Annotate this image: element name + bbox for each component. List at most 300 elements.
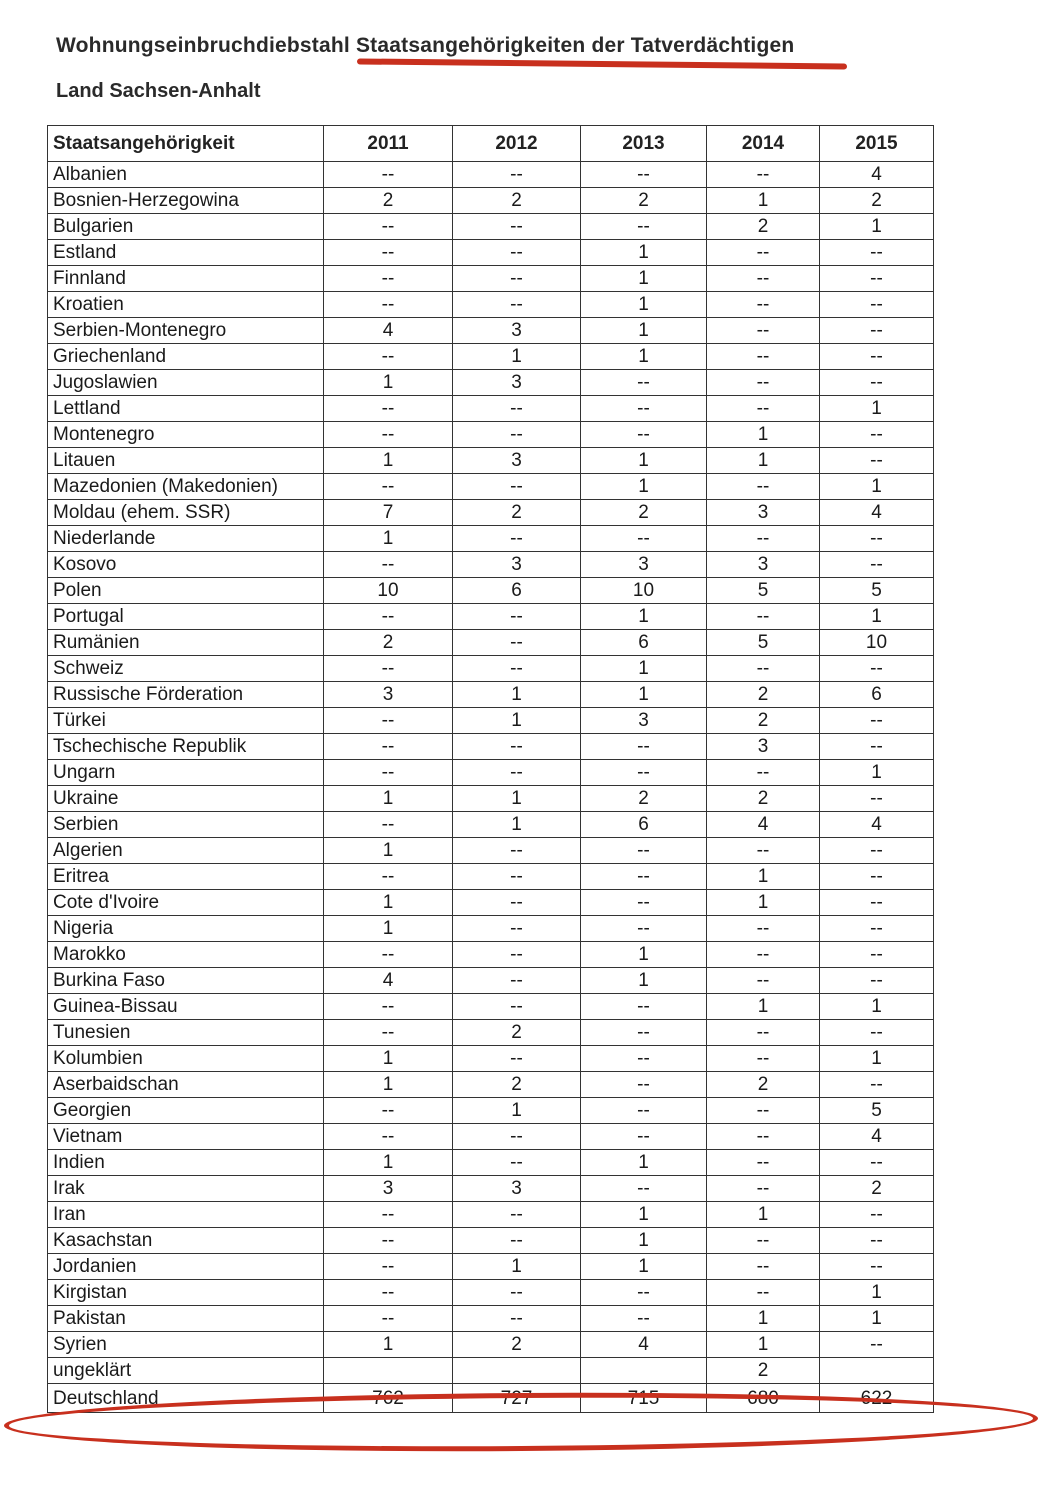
count-cell: 2 (707, 786, 820, 812)
table-row (48, 1150, 934, 1176)
nationality-cell: Jugoslawien (48, 370, 324, 396)
count-cell: -- (820, 968, 934, 994)
count-cell: -- (581, 370, 707, 396)
table-row (48, 708, 934, 734)
nationality-cell: Kasachstan (48, 1228, 324, 1254)
count-cell: -- (820, 422, 934, 448)
nationality-table (47, 125, 934, 1413)
nationality-cell: Algerien (48, 838, 324, 864)
count-cell: 1 (324, 786, 453, 812)
count-cell: 1 (820, 1046, 934, 1072)
count-cell: 1 (820, 604, 934, 630)
count-cell: -- (707, 318, 820, 344)
table-row (48, 604, 934, 630)
nationality-cell: Pakistan (48, 1306, 324, 1332)
count-cell: -- (324, 396, 453, 422)
count-cell: -- (707, 760, 820, 786)
count-cell: 1 (453, 344, 581, 370)
nationality-cell: Iran (48, 1202, 324, 1228)
count-cell: -- (453, 292, 581, 318)
count-cell: -- (324, 266, 453, 292)
count-cell: -- (581, 890, 707, 916)
count-cell: -- (453, 526, 581, 552)
count-cell: -- (707, 474, 820, 500)
count-cell: 1 (453, 786, 581, 812)
count-cell: -- (453, 266, 581, 292)
count-cell: -- (453, 864, 581, 890)
count-cell: 1 (324, 838, 453, 864)
table-row (48, 1306, 934, 1332)
count-cell: -- (581, 1124, 707, 1150)
count-cell: 1 (581, 682, 707, 708)
count-cell: -- (324, 656, 453, 682)
count-cell: 727 (453, 1384, 581, 1413)
nationality-cell: Indien (48, 1150, 324, 1176)
table-row (48, 890, 934, 916)
count-cell: -- (324, 1124, 453, 1150)
column-header: 2014 (707, 126, 820, 162)
count-cell: -- (453, 162, 581, 188)
count-cell: -- (707, 1280, 820, 1306)
count-cell: -- (581, 1072, 707, 1098)
count-cell: 5 (707, 630, 820, 656)
table-row (48, 994, 934, 1020)
table-row (48, 1098, 934, 1124)
count-cell: 2 (707, 1358, 820, 1384)
count-cell: -- (820, 318, 934, 344)
nationality-cell: Cote d'Ivoire (48, 890, 324, 916)
count-cell: -- (453, 214, 581, 240)
nationality-cell: Ukraine (48, 786, 324, 812)
count-cell: 1 (581, 1202, 707, 1228)
nationality-cell: Marokko (48, 942, 324, 968)
count-cell: 2 (581, 786, 707, 812)
count-cell: -- (453, 916, 581, 942)
count-cell: -- (707, 942, 820, 968)
count-cell: -- (581, 994, 707, 1020)
count-cell: -- (324, 162, 453, 188)
table-row (48, 786, 934, 812)
count-cell: -- (453, 1046, 581, 1072)
table-row (48, 1020, 934, 1046)
count-cell: -- (820, 344, 934, 370)
count-cell: -- (707, 1046, 820, 1072)
count-cell: -- (820, 1332, 934, 1358)
count-cell: -- (707, 1254, 820, 1280)
count-cell: 1 (581, 1228, 707, 1254)
count-cell: -- (324, 1280, 453, 1306)
count-cell: -- (324, 1098, 453, 1124)
count-cell: -- (707, 656, 820, 682)
nationality-cell: Jordanien (48, 1254, 324, 1280)
count-cell: -- (453, 240, 581, 266)
count-cell: -- (820, 526, 934, 552)
count-cell: 622 (820, 1384, 934, 1413)
count-cell: -- (707, 968, 820, 994)
count-cell: 1 (581, 318, 707, 344)
count-cell: -- (453, 994, 581, 1020)
nationality-cell: Guinea-Bissau (48, 994, 324, 1020)
count-cell: 3 (581, 552, 707, 578)
count-cell: -- (324, 422, 453, 448)
count-cell: 6 (581, 812, 707, 838)
count-cell: -- (707, 396, 820, 422)
count-cell: 1 (707, 422, 820, 448)
count-cell: -- (707, 916, 820, 942)
count-cell: -- (324, 214, 453, 240)
count-cell: 6 (453, 578, 581, 604)
count-cell: -- (324, 994, 453, 1020)
count-cell: -- (820, 266, 934, 292)
table-row (48, 552, 934, 578)
count-cell: -- (324, 708, 453, 734)
document-title: Wohnungseinbruchdiebstahl Staatsangehörigkeiten der Tatverdächtigen (56, 34, 795, 57)
count-cell: 1 (581, 604, 707, 630)
nationality-cell: Schweiz (48, 656, 324, 682)
table-row (48, 188, 934, 214)
count-cell: -- (324, 1306, 453, 1332)
count-cell: 2 (581, 188, 707, 214)
nationality-cell: Tschechische Republik (48, 734, 324, 760)
red-underline-annotation (357, 58, 847, 69)
count-cell: 3 (453, 370, 581, 396)
count-cell: 1 (707, 1306, 820, 1332)
count-cell: -- (820, 1202, 934, 1228)
nationality-cell: Kroatien (48, 292, 324, 318)
count-cell: 6 (581, 630, 707, 656)
count-cell: 1 (707, 1332, 820, 1358)
count-cell: -- (581, 838, 707, 864)
count-cell (324, 1358, 453, 1384)
count-cell: 1 (581, 240, 707, 266)
count-cell: -- (707, 344, 820, 370)
nationality-cell: Serbien-Montenegro (48, 318, 324, 344)
count-cell: -- (581, 1306, 707, 1332)
count-cell: 2 (453, 500, 581, 526)
count-cell: 3 (453, 448, 581, 474)
count-cell: 2 (820, 188, 934, 214)
count-cell: 1 (324, 370, 453, 396)
table-row (48, 838, 934, 864)
count-cell: 2 (324, 188, 453, 214)
count-cell: -- (581, 864, 707, 890)
table-row (48, 1046, 934, 1072)
count-cell: 1 (707, 890, 820, 916)
count-cell: 1 (453, 1098, 581, 1124)
count-cell: 715 (581, 1384, 707, 1413)
count-cell: 1 (820, 474, 934, 500)
nationality-cell: Portugal (48, 604, 324, 630)
nationality-cell: Kosovo (48, 552, 324, 578)
count-cell: 1 (820, 994, 934, 1020)
count-cell: -- (820, 838, 934, 864)
table-row (48, 916, 934, 942)
count-cell: 4 (324, 968, 453, 994)
count-cell: -- (453, 942, 581, 968)
count-cell: 10 (820, 630, 934, 656)
count-cell: 1 (707, 448, 820, 474)
count-cell: -- (453, 604, 581, 630)
count-cell: 3 (453, 552, 581, 578)
count-cell: -- (453, 396, 581, 422)
count-cell: 1 (324, 1150, 453, 1176)
table-row (48, 1254, 934, 1280)
table-row (48, 370, 934, 396)
count-cell: 4 (581, 1332, 707, 1358)
count-cell: -- (453, 1202, 581, 1228)
count-cell: -- (581, 1046, 707, 1072)
table-body (48, 162, 934, 1413)
nationality-cell: Russische Förderation (48, 682, 324, 708)
table-row (48, 1358, 934, 1384)
count-cell: 1 (820, 1306, 934, 1332)
nationality-cell: Bulgarien (48, 214, 324, 240)
count-cell: -- (453, 1150, 581, 1176)
table-row (48, 266, 934, 292)
table-row (48, 1228, 934, 1254)
count-cell: -- (581, 396, 707, 422)
count-cell: 4 (820, 812, 934, 838)
nationality-cell: Finnland (48, 266, 324, 292)
count-cell (453, 1358, 581, 1384)
count-cell: 7 (324, 500, 453, 526)
count-cell: 2 (707, 708, 820, 734)
table-row (48, 630, 934, 656)
count-cell: -- (581, 422, 707, 448)
count-cell: -- (324, 1202, 453, 1228)
count-cell: -- (453, 656, 581, 682)
table-row (48, 1072, 934, 1098)
count-cell: 1 (581, 344, 707, 370)
table-header-row (48, 126, 934, 162)
count-cell: -- (820, 240, 934, 266)
nationality-cell: Albanien (48, 162, 324, 188)
count-cell: -- (707, 1020, 820, 1046)
table-row (48, 526, 934, 552)
count-cell: 2 (453, 1072, 581, 1098)
count-cell: 2 (707, 682, 820, 708)
count-cell: 1 (820, 214, 934, 240)
count-cell: -- (707, 1176, 820, 1202)
nationality-cell: Litauen (48, 448, 324, 474)
column-header: 2013 (581, 126, 707, 162)
count-cell: 1 (324, 526, 453, 552)
count-cell: 10 (324, 578, 453, 604)
count-cell: -- (581, 526, 707, 552)
nationality-cell: Griechenland (48, 344, 324, 370)
nationality-cell: Kolumbien (48, 1046, 324, 1072)
count-cell: 4 (707, 812, 820, 838)
count-cell: -- (707, 526, 820, 552)
count-cell: 3 (707, 500, 820, 526)
count-cell: 1 (453, 1254, 581, 1280)
nationality-cell: Eritrea (48, 864, 324, 890)
count-cell: 2 (324, 630, 453, 656)
count-cell: -- (820, 734, 934, 760)
count-cell: -- (707, 1098, 820, 1124)
table-row (48, 474, 934, 500)
count-cell: 1 (581, 448, 707, 474)
count-cell: 1 (707, 188, 820, 214)
count-cell: -- (707, 1124, 820, 1150)
count-cell: 3 (453, 1176, 581, 1202)
table-row (48, 162, 934, 188)
count-cell: -- (820, 1072, 934, 1098)
count-cell: 1 (581, 1150, 707, 1176)
table-row (48, 734, 934, 760)
count-cell: 1 (453, 708, 581, 734)
count-cell: 3 (453, 318, 581, 344)
count-cell: -- (707, 240, 820, 266)
nationality-cell: Serbien (48, 812, 324, 838)
count-cell: -- (820, 656, 934, 682)
count-cell: 1 (581, 292, 707, 318)
count-cell: -- (820, 916, 934, 942)
count-cell: -- (820, 942, 934, 968)
count-cell: 4 (820, 1124, 934, 1150)
count-cell: -- (453, 760, 581, 786)
count-cell: -- (453, 474, 581, 500)
count-cell: -- (820, 708, 934, 734)
count-cell: -- (820, 786, 934, 812)
count-cell: 762 (324, 1384, 453, 1413)
count-cell: 5 (820, 578, 934, 604)
table-row (48, 1280, 934, 1306)
table-row (48, 422, 934, 448)
count-cell: -- (820, 448, 934, 474)
count-cell: -- (707, 1150, 820, 1176)
count-cell: 6 (820, 682, 934, 708)
count-cell: 1 (324, 890, 453, 916)
nationality-cell: Georgien (48, 1098, 324, 1124)
table-row (48, 500, 934, 526)
count-cell: 2 (453, 1332, 581, 1358)
table-row (48, 656, 934, 682)
nationality-cell: Montenegro (48, 422, 324, 448)
count-cell: 1 (581, 266, 707, 292)
count-cell: -- (581, 1280, 707, 1306)
count-cell: -- (324, 734, 453, 760)
count-cell: 1 (581, 942, 707, 968)
count-cell: -- (707, 1228, 820, 1254)
count-cell: -- (324, 552, 453, 578)
count-cell: 2 (707, 1072, 820, 1098)
nationality-cell: Ungarn (48, 760, 324, 786)
count-cell: -- (820, 1228, 934, 1254)
column-header: 2015 (820, 126, 934, 162)
nationality-cell: Deutschland (48, 1384, 324, 1413)
count-cell: -- (707, 266, 820, 292)
column-header: Staatsangehörigkeit (48, 126, 324, 162)
nationality-cell: Irak (48, 1176, 324, 1202)
count-cell: -- (581, 1176, 707, 1202)
count-cell: -- (581, 214, 707, 240)
count-cell: -- (324, 1020, 453, 1046)
table-row (48, 396, 934, 422)
nationality-cell: Aserbaidschan (48, 1072, 324, 1098)
count-cell: 680 (707, 1384, 820, 1413)
count-cell: 1 (707, 994, 820, 1020)
nationality-cell: ungeklärt (48, 1358, 324, 1384)
table-row (48, 214, 934, 240)
count-cell: -- (453, 734, 581, 760)
count-cell: -- (820, 370, 934, 396)
nationality-cell: Vietnam (48, 1124, 324, 1150)
count-cell: -- (820, 864, 934, 890)
count-cell: 10 (581, 578, 707, 604)
count-cell: 1 (820, 760, 934, 786)
nationality-cell: Burkina Faso (48, 968, 324, 994)
count-cell: 1 (453, 682, 581, 708)
nationality-cell: Lettland (48, 396, 324, 422)
count-cell: -- (820, 890, 934, 916)
count-cell: 3 (707, 552, 820, 578)
count-cell: 1 (820, 396, 934, 422)
nationality-cell: Estland (48, 240, 324, 266)
count-cell: 5 (707, 578, 820, 604)
nationality-cell: Mazedonien (Makedonien) (48, 474, 324, 500)
count-cell: -- (324, 1228, 453, 1254)
nationality-cell: Nigeria (48, 916, 324, 942)
table-row (48, 292, 934, 318)
count-cell: -- (820, 552, 934, 578)
nationality-cell: Tunesien (48, 1020, 324, 1046)
count-cell: 3 (581, 708, 707, 734)
table-row (48, 760, 934, 786)
count-cell: -- (820, 1150, 934, 1176)
document-subtitle: Land Sachsen-Anhalt (56, 80, 261, 102)
count-cell: 4 (820, 500, 934, 526)
count-cell: -- (324, 292, 453, 318)
count-cell: -- (820, 1254, 934, 1280)
count-cell: 2 (820, 1176, 934, 1202)
count-cell: -- (581, 916, 707, 942)
count-cell: -- (453, 1280, 581, 1306)
table-row (48, 1124, 934, 1150)
count-cell: 1 (324, 1072, 453, 1098)
table-row (48, 942, 934, 968)
table-row (48, 968, 934, 994)
table-row (48, 682, 934, 708)
count-cell: -- (581, 760, 707, 786)
count-cell: -- (820, 292, 934, 318)
nationality-cell: Moldau (ehem. SSR) (48, 500, 324, 526)
count-cell: -- (581, 1020, 707, 1046)
table-row (48, 240, 934, 266)
count-cell: -- (324, 942, 453, 968)
count-cell: 2 (453, 1020, 581, 1046)
count-cell (581, 1358, 707, 1384)
count-cell: -- (453, 968, 581, 994)
column-header: 2012 (453, 126, 581, 162)
count-cell: 3 (324, 682, 453, 708)
nationality-cell: Syrien (48, 1332, 324, 1358)
count-cell: -- (453, 630, 581, 656)
nationality-cell: Bosnien-Herzegowina (48, 188, 324, 214)
count-cell: -- (324, 344, 453, 370)
count-cell: 1 (707, 1202, 820, 1228)
count-cell: -- (453, 1306, 581, 1332)
table-row (48, 318, 934, 344)
count-cell: 2 (581, 500, 707, 526)
count-cell: -- (707, 604, 820, 630)
table-row (48, 1332, 934, 1358)
table-row (48, 578, 934, 604)
count-cell: 5 (820, 1098, 934, 1124)
count-cell: -- (707, 162, 820, 188)
count-cell: -- (324, 1254, 453, 1280)
count-cell: -- (581, 162, 707, 188)
